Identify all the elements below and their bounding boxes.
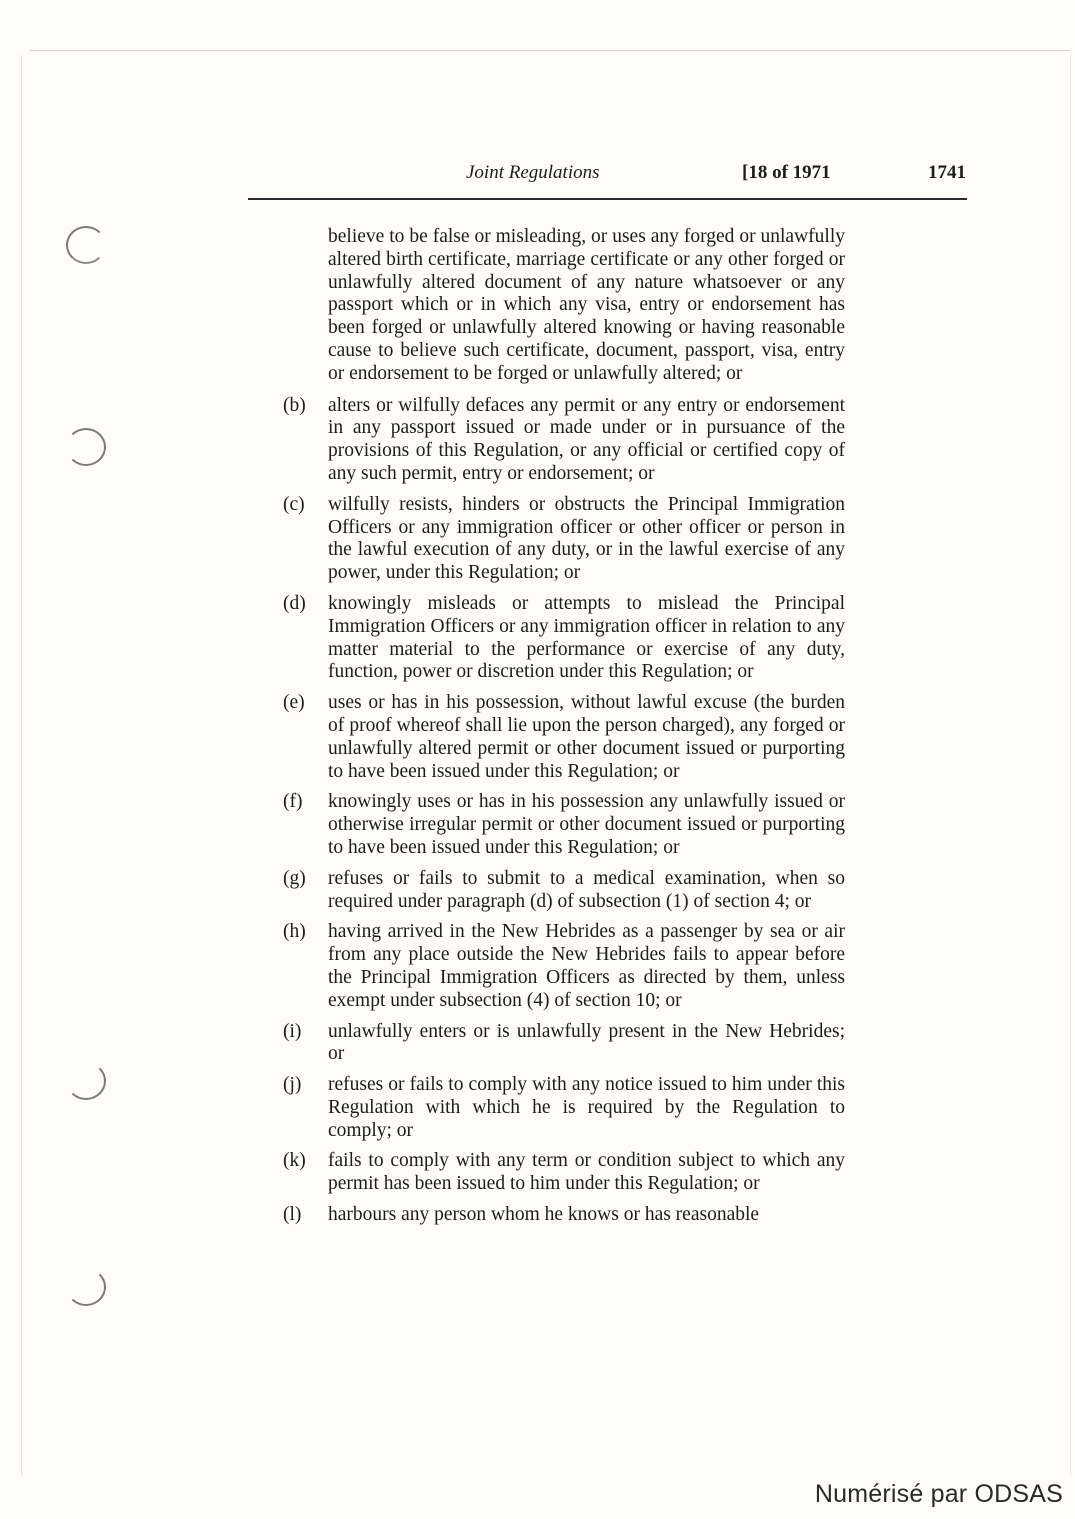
running-header [248, 158, 966, 186]
clause-text: uses or has in his possession, without lawful excuse (the burden of proof whereof shall lie upon the person charged), any forged or unlawfully altered permit or other document issued or purporting to have been issued under this Regulation; or [328, 692, 845, 782]
clause-b [283, 395, 845, 486]
clause-f [283, 791, 845, 859]
binder-hole-4 [66, 1268, 106, 1306]
clause-g [283, 868, 845, 914]
page-right-edge [1070, 55, 1071, 1475]
clause-label: (i) [283, 1020, 302, 1042]
clause-text: fails to comply with any term or condition subject to which any permit has been issued to him under this Regulation; or [328, 1150, 845, 1195]
clause-label: (f) [283, 791, 303, 813]
clause-text: harbours any person whom he knows or has reasonable [328, 1204, 760, 1226]
digitization-stamp: Numérisé par ODSAS [814, 1480, 1063, 1508]
clause-text: wilfully resists, hinders or obstructs the Principal Immigration Officers or any immigration officer or other officer or person in the lawful execution of any duty, or in the lawful exercise of any power, under this Regulation; or [328, 493, 845, 584]
page-top-edge [30, 50, 1070, 51]
clause-text: having arrived in the New Hebrides as a passenger by sea or air from any place outside the New Hebrides fails to appear before the Principal Immigration Officers as directed by them, unless exempt under subsection (4) of section 10; or [328, 921, 845, 1011]
clause-h [283, 921, 845, 1012]
clause-label: (e) [283, 692, 305, 714]
page-number: 1741 [928, 162, 966, 183]
clause-j [283, 1074, 845, 1142]
binder-hole-2 [66, 428, 106, 466]
clause-i [283, 1021, 845, 1067]
clause-label: (j) [283, 1074, 302, 1096]
header-reference: [18 of 1971 [742, 162, 831, 183]
page-left-edge [21, 55, 22, 1475]
clause-text: refuses or fails to submit to a medical examination, when so required under paragraph (d) of subsection (1) of section 4; or [328, 867, 845, 912]
binder-hole-3 [66, 1062, 106, 1100]
clause-text: refuses or fails to comply with any notice issued to him under this Regulation with which he is required by the Regulation to comply; or [328, 1074, 845, 1141]
clause-label: (g) [283, 867, 306, 889]
clause-l [283, 1204, 845, 1227]
clause-text: unlawfully enters or is unlawfully present in the New Hebrides; or [328, 1020, 845, 1065]
header-rule [248, 198, 967, 200]
clause-label: (k) [283, 1150, 306, 1172]
binder-hole-1 [66, 226, 106, 264]
clause-text: knowingly misleads or attempts to mislead the Principal Immigration Officers or any immigration officer in relation to any matter material to the performance or exercise of any duty, function, power or discretion under this Regulation; or [328, 592, 845, 683]
clause-text: alters or wilfully defaces any permit or any entry or endorsement in any passport issued or made under or in pursuance of the provisions of this Regulation, or any official or certified copy of any such permit, entry or endorsement; or [328, 394, 845, 484]
clause-label: (b) [283, 394, 306, 416]
clause-text: knowingly uses or has in his possession any unlawfully issued or otherwise irregular permit or other document issued or purporting to have been issued under this Regulation; or [328, 791, 845, 858]
clause-k [283, 1150, 845, 1196]
clause-label: (l) [283, 1204, 302, 1226]
clause-d [283, 593, 845, 684]
continuation-paragraph: believe to be false or misleading, or uses any forged or unlawfully altered birth certificate, marriage certificate or any other forged or unlawfully altered document of any nature whatsoever or any passport which or in which any visa, entry or endorsement has been forged or unlawfully altered knowing or having reasonable cause to believe such certificate, document, passport, visa, entry or endorsement to be forged or unlawfully altered; or [328, 226, 845, 384]
clause-label: (d) [283, 592, 306, 614]
clause-e [283, 692, 845, 783]
clause-label: (c) [283, 493, 305, 515]
header-title: Joint Regulations [466, 162, 600, 183]
regulation-body [283, 226, 845, 1235]
clause-label: (h) [283, 921, 306, 943]
clause-c [283, 494, 845, 585]
